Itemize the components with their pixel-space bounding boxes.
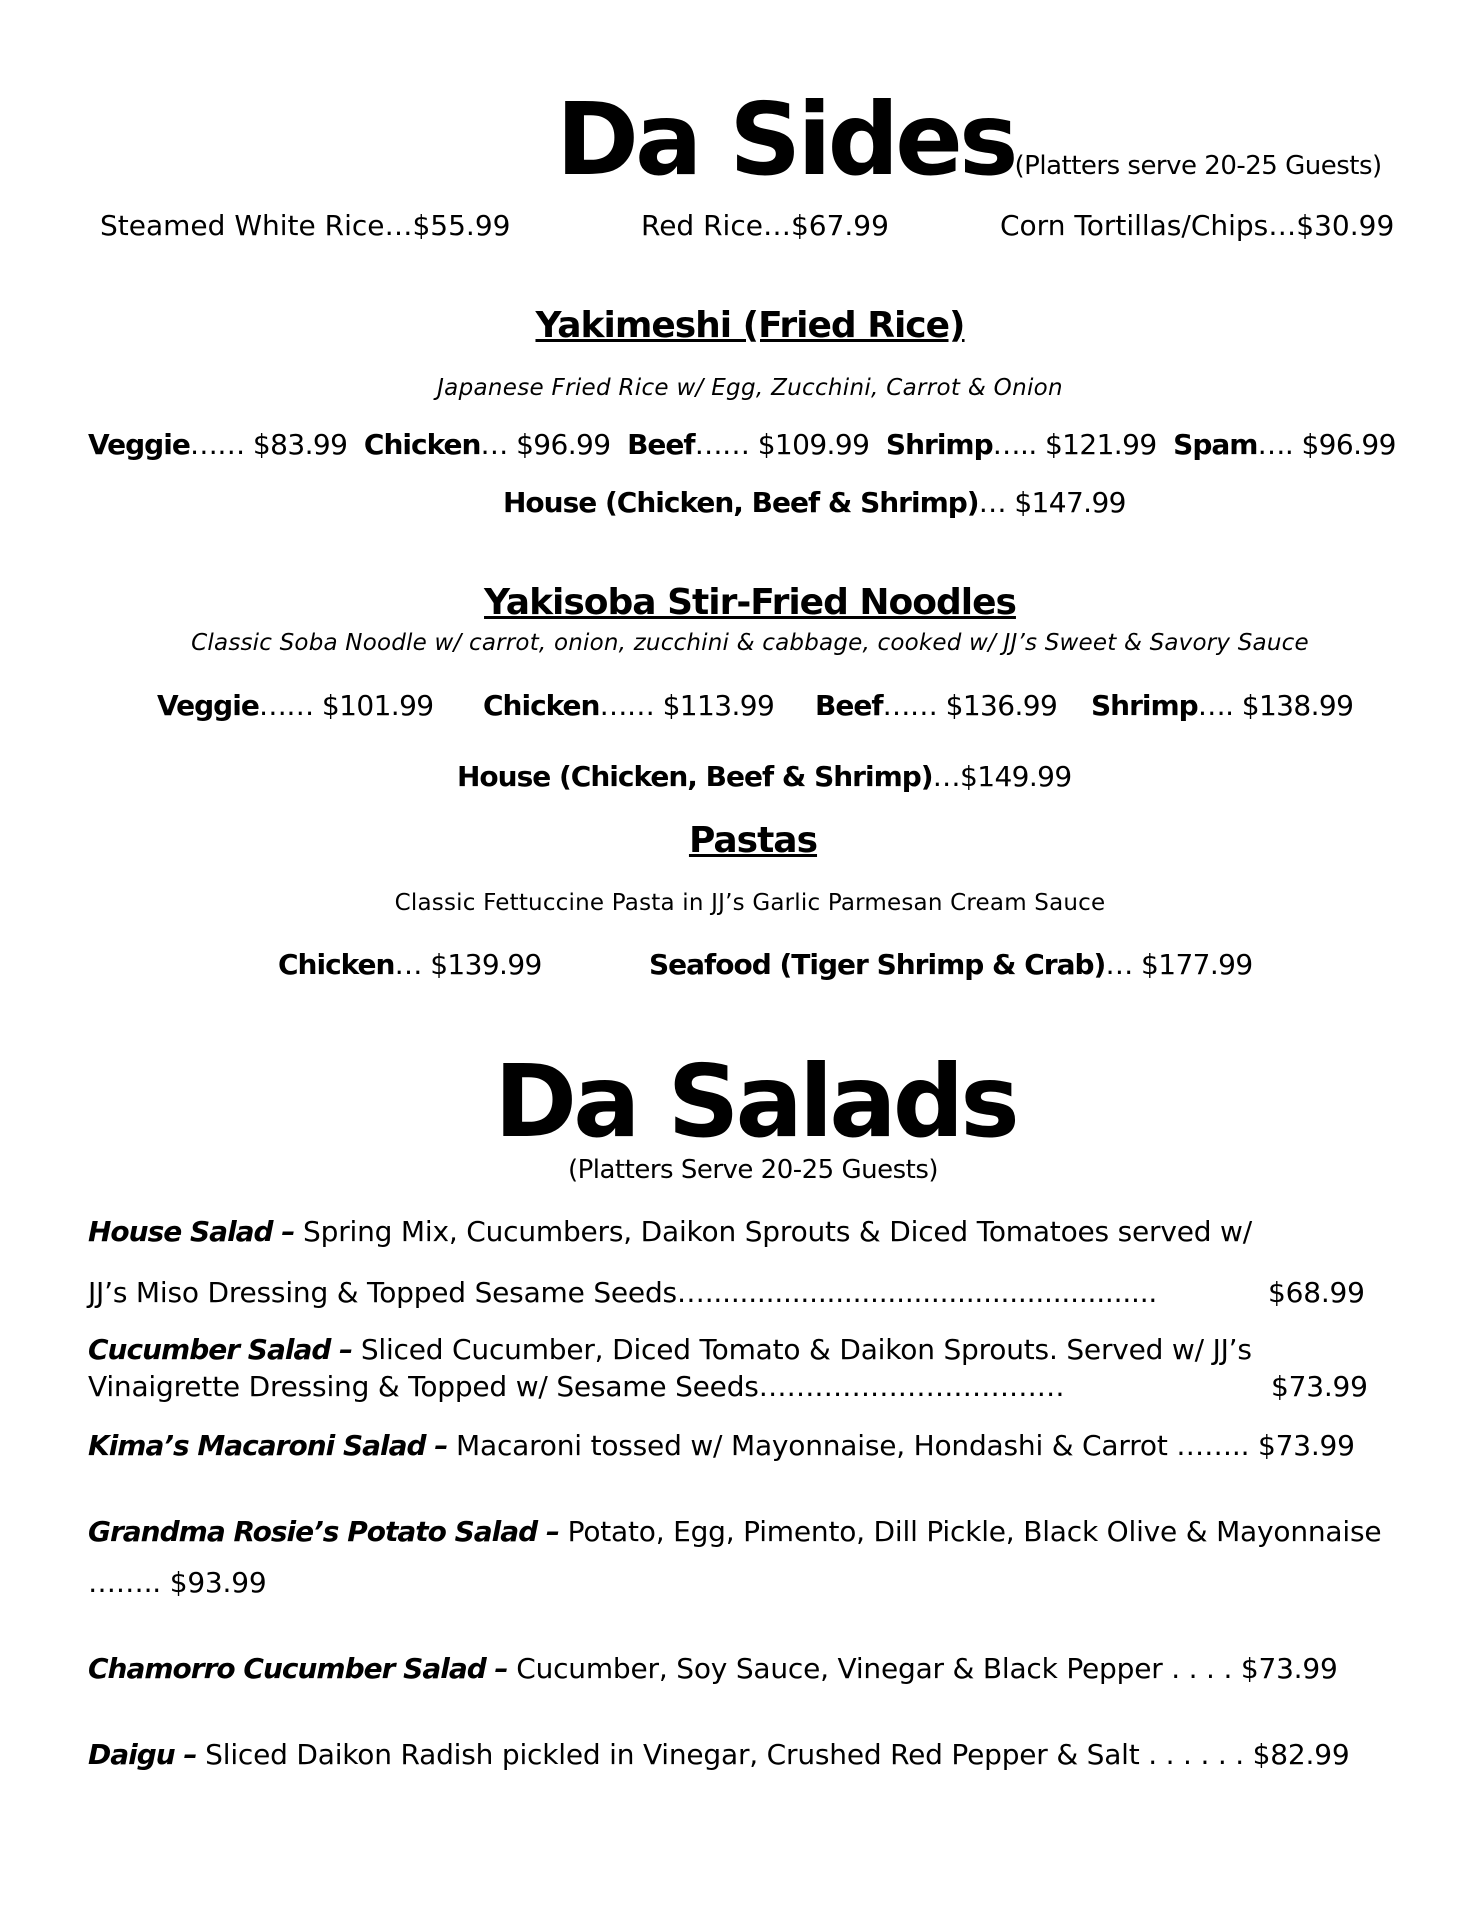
pastas-description: Classic Fettuccine Pasta in JJ’s Garlic Parmesan Cream Sauce (394, 890, 1106, 916)
salad-name: Daigu – (88, 1738, 197, 1771)
yakisoba-item (157, 689, 434, 722)
salad-item (88, 1738, 1349, 1771)
salad-item (88, 1515, 1381, 1548)
item-price: $96.99 (516, 428, 611, 461)
menu-item (364, 428, 611, 461)
dots: … (1268, 209, 1297, 242)
salad-price: $73.99 (1271, 1370, 1368, 1403)
salad-description: Sliced Daikon Radish pickled in Vinegar, Crushed Red Pepper & Salt . . . . . . (196, 1738, 1253, 1771)
side-item-name: Corn Tortillas/Chips (1000, 209, 1269, 242)
side-item-price: $30.99 (1296, 209, 1395, 242)
item-price: $136.99 (945, 689, 1058, 722)
item-price: $83.99 (252, 428, 348, 461)
dots: …. (1197, 689, 1242, 722)
yakimeshi-title: Yakimeshi (Fried Rice) (535, 305, 965, 346)
salad-price: $73.99 (1240, 1652, 1338, 1685)
item-price: $109.99 (757, 428, 870, 461)
salad-name: Grandma Rosie’s Potato Salad – (88, 1515, 559, 1548)
yakisoba-description: Classic Soba Noodle w/ carrot, onion, zucchini & cabbage, cooked w/ JJ’s Sweet & Savory Sauce (191, 630, 1309, 656)
menu-item (627, 428, 869, 461)
side-item-price: $67.99 (790, 209, 889, 242)
dots: …….. (88, 1566, 170, 1599)
dots: …… (599, 689, 663, 722)
side-item-name: Steamed White Rice (100, 209, 385, 242)
menu-item (886, 428, 1157, 461)
dots: …… (694, 428, 758, 461)
salads-title: Da Salads (494, 1043, 1016, 1160)
salad-description: Potato, Egg, Pimento, Dill Pickle, Black Olive & Mayonnaise (558, 1515, 1382, 1548)
dots: … (762, 209, 791, 242)
item-price: $138.99 (1241, 689, 1354, 722)
salad-price: $93.99 (169, 1566, 267, 1599)
item-name: Chicken (483, 689, 600, 722)
item-name: Veggie (157, 689, 259, 722)
item-name: House (Chicken, Beef & Shrimp) (457, 760, 933, 793)
yakimeshi-description: Japanese Fried Rice w/ Egg, Zucchini, Carrot & Onion (437, 375, 1063, 401)
sides-header (556, 81, 1382, 198)
yakisoba-item (1091, 689, 1353, 722)
yakimeshi-items (88, 428, 1396, 461)
dots: …. (1257, 428, 1302, 461)
menu-item (1173, 428, 1396, 461)
dots: …… (258, 689, 322, 722)
item-name: Spam (1173, 428, 1258, 461)
salad-item (88, 1652, 1338, 1685)
item-price: $149.99 (960, 760, 1072, 793)
salad-name: House Salad – (88, 1215, 295, 1248)
item-price: $121.99 (1044, 428, 1157, 461)
item-name: Beef (815, 689, 883, 722)
item-price: $101.99 (321, 689, 434, 722)
salad-item-cont (88, 1566, 266, 1599)
side-item-price: $55.99 (412, 209, 511, 242)
item-name: Chicken (363, 428, 481, 461)
dots: … (978, 486, 1015, 519)
yakisoba-house (457, 760, 1072, 793)
item-name: Seafood (Tiger Shrimp & Crab) (649, 948, 1106, 981)
item-name: Shrimp (885, 428, 993, 461)
dots: …… (189, 428, 253, 461)
sides-serving-note: (Platters serve 20-25 Guests) (1014, 151, 1382, 181)
salad-description: Spring Mix, Cucumbers, Daikon Sprouts & Diced Tomatoes served w/ (294, 1215, 1252, 1248)
yakisoba-item (483, 689, 774, 722)
pastas-title: Pastas (688, 820, 818, 861)
salad-name: Kima’s Macaroni Salad – (88, 1429, 448, 1462)
yakimeshi-house (503, 486, 1126, 519)
salad-item (88, 1429, 1355, 1462)
side-item (1000, 209, 1394, 242)
salad-name: Chamorro Cucumber Salad – (88, 1652, 508, 1685)
item-name: Beef (627, 428, 695, 461)
salad-price: $73.99 (1258, 1429, 1355, 1462)
salad-description: Macaroni tossed w/ Mayonnaise, Hondashi & Carrot …….. (447, 1429, 1258, 1462)
sides-title: Da Sides (556, 81, 1015, 198)
salad-name: Cucumber Salad – (88, 1333, 353, 1366)
salad-description: Vinaigrette Dressing & Topped w/ Sesame Seeds…………………………… (88, 1370, 1065, 1403)
dots: … (394, 948, 431, 981)
item-name: Veggie (88, 428, 190, 461)
salad-item (88, 1333, 1252, 1366)
salad-description: Sliced Cucumber, Diced Tomato & Daikon Sprouts. Served w/ JJ’s (352, 1333, 1252, 1366)
item-name: Chicken (278, 948, 395, 981)
dots: …… (882, 689, 946, 722)
item-name: Shrimp (1091, 689, 1198, 722)
item-price: $147.99 (1014, 486, 1126, 519)
item-price: $113.99 (662, 689, 775, 722)
item-name: House (Chicken, Beef & Shrimp) (503, 486, 979, 519)
dots: … (1105, 948, 1142, 981)
salad-description: Cucumber, Soy Sauce, Vinegar & Black Pepper . . . . (507, 1652, 1241, 1685)
yakisoba-item (815, 689, 1057, 722)
salad-item-cont (88, 1370, 1064, 1403)
item-price: $177.99 (1141, 948, 1253, 981)
side-item-name: Red Rice (641, 209, 763, 242)
dots: ….. (992, 428, 1045, 461)
dots: … (384, 209, 413, 242)
item-price: $96.99 (1301, 428, 1396, 461)
salads-serving-note: (Platters Serve 20-25 Guests) (567, 1155, 939, 1185)
pasta-item (278, 948, 542, 981)
salad-item (88, 1215, 1252, 1248)
item-price: $139.99 (430, 948, 542, 981)
salad-price: $82.99 (1252, 1738, 1350, 1771)
side-item (100, 209, 510, 242)
dots: … (480, 428, 517, 461)
side-item (641, 209, 889, 242)
menu-item (88, 428, 347, 461)
salad-item-cont (88, 1276, 1157, 1309)
salad-description: JJ’s Miso Dressing & Topped Sesame Seeds….................................................... (88, 1276, 1158, 1309)
yakisoba-title: Yakisoba Stir-Fried Noodles (484, 582, 1016, 623)
salad-price: $68.99 (1268, 1276, 1365, 1309)
dots: … (932, 760, 961, 793)
pasta-item (649, 948, 1253, 981)
